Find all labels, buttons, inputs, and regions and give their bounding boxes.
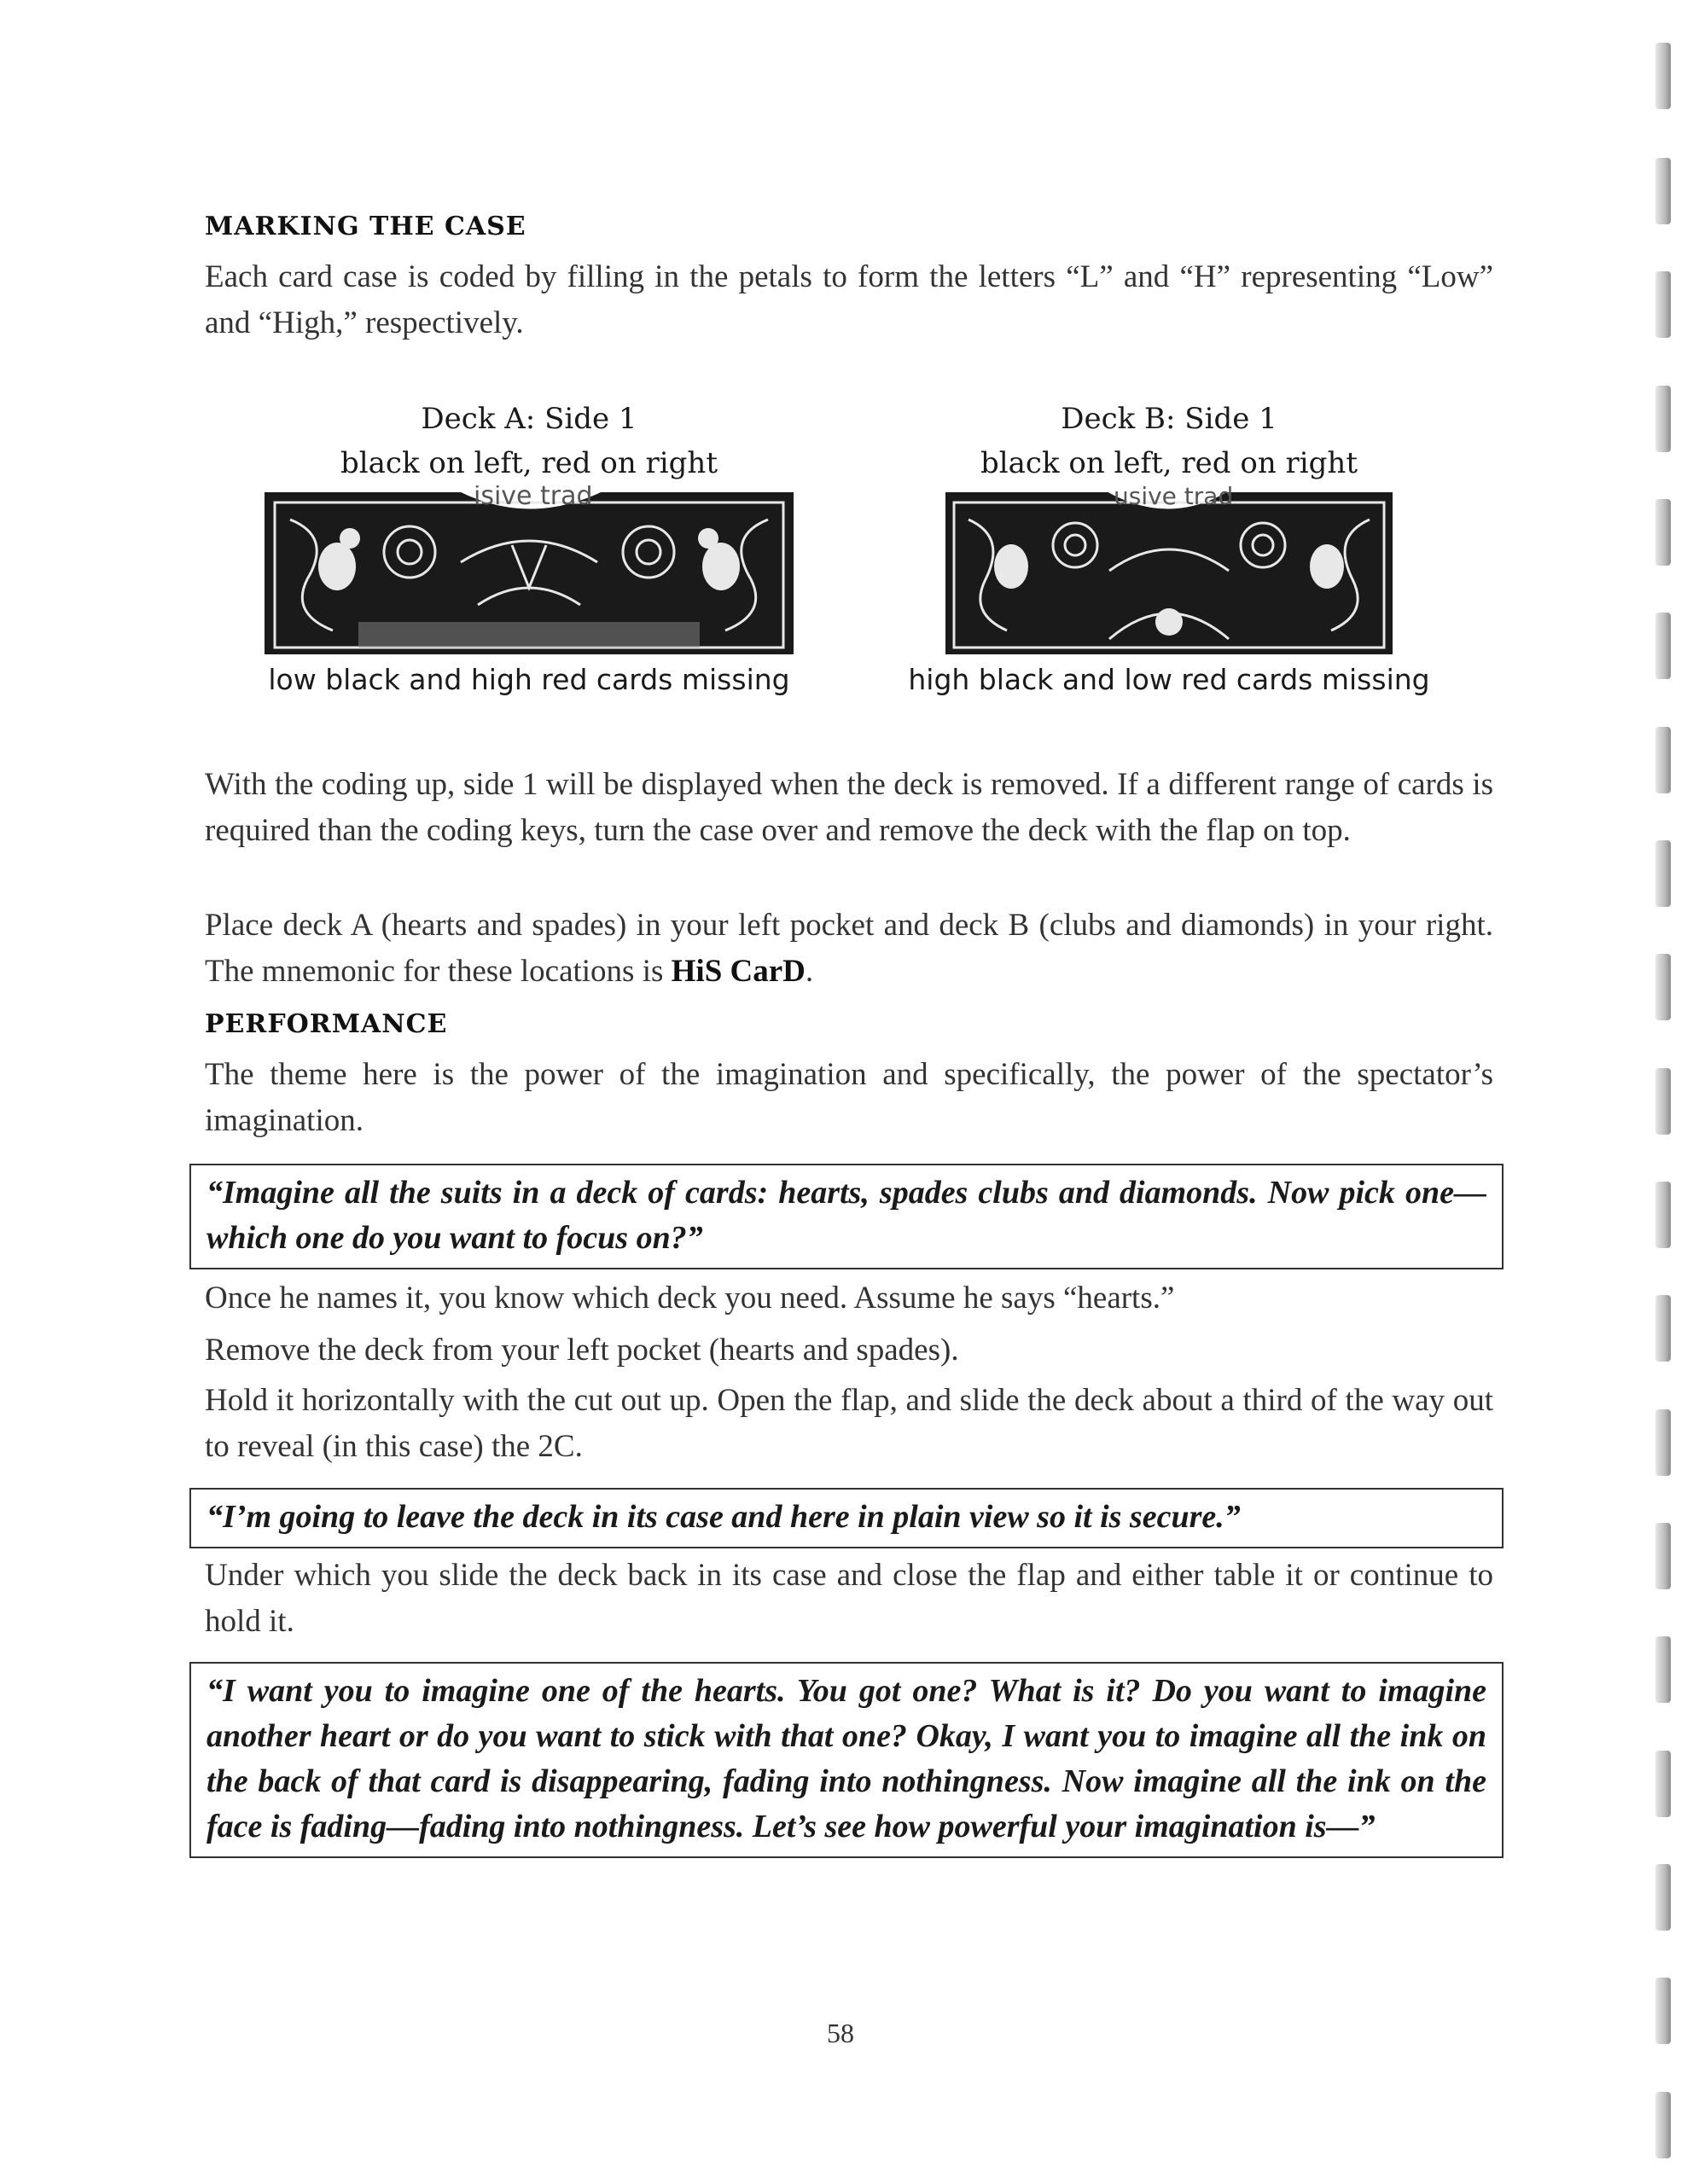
performance-intro-paragraph: The theme here is the power of the imagination and specifically, the power of the spectator’s imagination. — [205, 1057, 1493, 1138]
section-heading-performance: PERFORMANCE — [205, 1009, 448, 1039]
binding-hole — [1655, 499, 1671, 566]
figure-caption: high black and low red cards missing — [908, 663, 1430, 696]
patter-quote-3: “I want you to imagine one of the hearts. You got one? What is it? Do you want to imagine another heart or do you want to stick with that one? Okay, I want you to imagine all the ink on the back of that card is disappearing, fading into nothingness. Now imagine all the ink on the face is fading—fading into nothingness. Let’s see how powerful your imagination is—” — [189, 1662, 1504, 1858]
binding-hole — [1655, 840, 1671, 907]
binding-hole — [1655, 43, 1671, 109]
page-number: 58 — [827, 2018, 854, 2048]
figure-subtitle: black on left, red on right — [340, 446, 718, 480]
section-heading-marking: MARKING THE CASE — [205, 212, 526, 241]
paragraph-names-suit: Once he names it, you know which deck you need. Assume he says “hearts.” — [205, 1281, 1175, 1316]
card-case-image-a — [256, 485, 802, 656]
binding-hole — [1655, 954, 1671, 1020]
paragraph-coding: With the coding up, side 1 will be displayed when the deck is removed. If a different range of cards is required than the coding keys, turn the case over and remove the deck with the flap on top. — [205, 767, 1493, 848]
binding-hole — [1655, 386, 1671, 452]
mnemonic-text: HiS CarD — [671, 954, 806, 989]
case-overlay-text: isive trad — [474, 485, 593, 511]
binding-hole — [1655, 1751, 1671, 1817]
binding-hole — [1655, 1295, 1671, 1362]
figure-deck-a — [247, 397, 811, 696]
binding-hole — [1655, 1864, 1671, 1931]
binding-hole — [1655, 158, 1671, 224]
binding-hole — [1655, 1978, 1671, 2044]
marking-intro-paragraph: Each card case is coded by filling in the petals to form the letters “L” and “H” representing “Low” and “High,” respectively. — [205, 259, 1493, 340]
binding-hole — [1655, 271, 1671, 338]
figure-deck-b — [883, 397, 1455, 696]
binding-hole — [1655, 1523, 1671, 1589]
patter-quote-2: “I’m going to leave the deck in its case and here in plain view so it is secure.” — [189, 1488, 1504, 1548]
figure-title: Deck B: Side 1 — [1061, 402, 1277, 436]
card-case-image-b — [939, 485, 1399, 656]
binding-hole — [1655, 1636, 1671, 1703]
binding-hole — [1655, 1182, 1671, 1248]
binding-hole — [1655, 1068, 1671, 1135]
figure-caption: low black and high red cards missing — [268, 663, 790, 696]
binding-hole — [1655, 1409, 1671, 1476]
patter-quote-1: “Imagine all the suits in a deck of cards: hearts, spades clubs and diamonds. Now pick one—which one do you want to focus on?” — [189, 1164, 1504, 1269]
paragraph-pockets — [205, 903, 1493, 995]
binding-hole — [1655, 2092, 1671, 2158]
paragraph-slide-back: Under which you slide the deck back in its case and close the flap and either table it or continue to hold it. — [205, 1558, 1493, 1639]
binding-hole — [1655, 613, 1671, 679]
pockets-text: Place deck A (hearts and spades) in your left pocket and deck B (clubs and diamonds) in your right. The mnemonic for these locations is — [205, 908, 1493, 989]
figure-title: Deck A: Side 1 — [421, 402, 637, 436]
binding-hole — [1655, 727, 1671, 793]
case-overlay-text: usive trad — [1114, 485, 1234, 510]
paragraph-hold-deck: Hold it horizontally with the cut out up. Open the flap, and slide the deck about a third of the way out to reveal (in this case) the 2C. — [205, 1383, 1493, 1464]
paragraph-remove-deck: Remove the deck from your left pocket (hearts and spades). — [205, 1333, 959, 1368]
figure-subtitle: black on left, red on right — [980, 446, 1358, 480]
pockets-suffix: . — [805, 954, 814, 989]
